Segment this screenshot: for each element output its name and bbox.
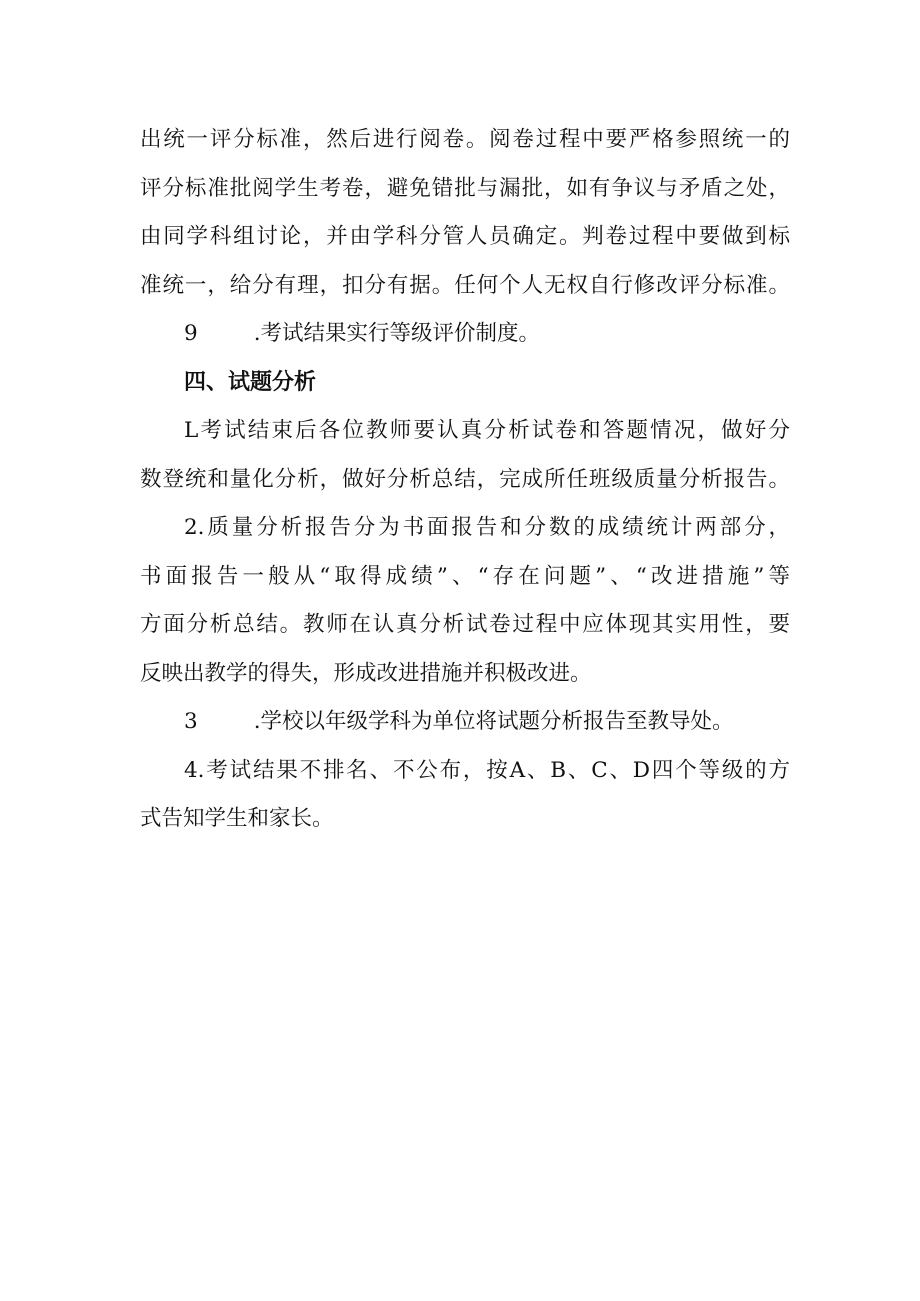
text-line: 由同学科组讨论，并由学科分管人员确定。判卷过程中要做到标: [140, 224, 790, 249]
text-line: 方面分析总结。教师在认真分析试卷过程中应体现其实用性，要: [140, 612, 790, 637]
paragraph-grading-standards: [140, 116, 790, 310]
document-body: [140, 116, 790, 844]
text-line: 反映出教学的得失，形成改进措施并积极改进。: [140, 660, 592, 686]
item-number: 3: [184, 709, 198, 734]
text-line: 式告知学生和家长。: [140, 806, 334, 831]
paragraph-item-3: [140, 698, 790, 747]
item-text: .学校以年级学科为单位将试题分析报告至教导处。: [253, 709, 734, 734]
text-line: 4.考试结果不排名、不公布，按A、B、C、D四个等级的方: [184, 757, 790, 783]
paragraph-item-4: [140, 747, 790, 844]
text-line: 出统一评分标准，然后进行阅卷。阅卷过程中要严格参照统一的: [140, 127, 790, 152]
text-line: 2.质量分析报告分为书面报告和分数的成绩统计两部分，: [184, 515, 790, 540]
item-number: 9: [184, 321, 198, 346]
paragraph-item-9: [140, 310, 790, 359]
text-line: 数登统和量化分析，做好分析总结，完成所任班级质量分析报告。: [140, 466, 790, 492]
text-line: 评分标准批阅学生考卷，避免错批与漏批，如有争议与矛盾之处，: [140, 175, 790, 201]
paragraph-item-2: [140, 504, 790, 698]
paragraph-item-1: [140, 407, 790, 504]
text-line: 书面报告一般从“取得成绩”、“存在问题”、“改进措施”等: [140, 563, 790, 589]
item-text: .考试结果实行等级评价制度。: [253, 321, 541, 346]
section-heading: 四、试题分析: [184, 369, 317, 395]
text-line: 准统一，给分有理，扣分有据。任何个人无权自行修改评分标准。: [140, 272, 790, 298]
text-line: L考试结束后各位教师要认真分析试卷和答题情况，做好分: [184, 418, 790, 443]
